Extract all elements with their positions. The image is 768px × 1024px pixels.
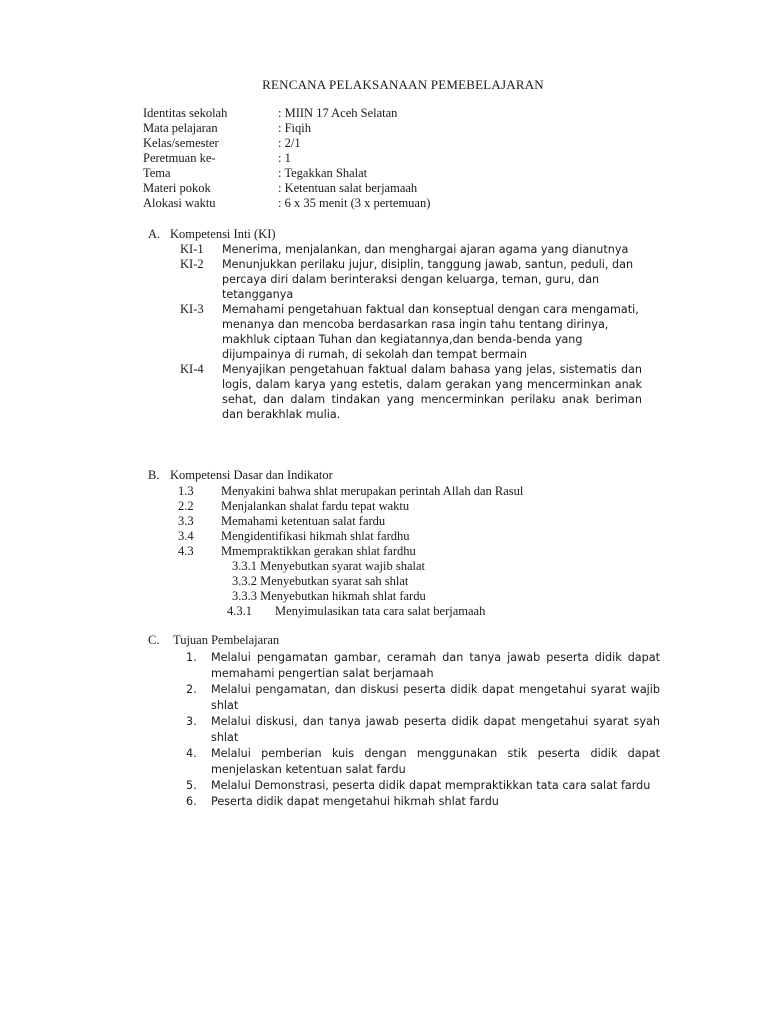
kd-item (178, 514, 658, 529)
identity-label: Alokasi waktu (143, 196, 216, 210)
ki-text: Memahami pengetahuan faktual dan konseptual dengan cara mengamati, menanya dan mencoba berdasarkan rasa ingin tahu tentang dirinya, makhluk ciptaan Tuhan dan kegiatannya,dan benda-benda yang dijumpainya di rumah, di sekolah dan tempat bermain (222, 303, 639, 361)
kd-item (178, 544, 658, 559)
identity-label: Mata pelajaran (143, 121, 218, 135)
ki-text: Menunjukkan perilaku jujur, disiplin, tanggung jawab, santun, peduli, dan percaya diri dalam berinteraksi dengan keluarga, teman, guru, dan tetangganya (222, 258, 634, 301)
identity-row (143, 121, 643, 136)
indicator-text: 3.3.2 Menyebutkan syarat sah shlat (232, 574, 409, 588)
kd-text: Mmempraktikkan gerakan shlat fardhu (221, 544, 416, 558)
identity-row (143, 151, 643, 166)
objective-item (186, 714, 660, 746)
kd-text: Mengidentifikasi hikmah shlat fardhu (221, 529, 410, 543)
kd-item (178, 499, 658, 514)
identity-label: Tema (143, 166, 171, 180)
ki-item (180, 257, 642, 302)
ki-code: KI-2 (180, 257, 204, 271)
objective-text: Melalui pemberian kuis dengan menggunakan stik peserta didik dapat menjelaskan ketentuan salat fardu (211, 747, 660, 776)
kd-list (178, 484, 658, 619)
section-b-heading (148, 468, 333, 483)
section-letter: B. (148, 468, 160, 482)
objective-text: Melalui pengamatan gambar, ceramah dan tanya jawab peserta didik dapat memahami pengertian salat berjamaah (211, 651, 660, 680)
identity-value: : 2/1 (278, 136, 301, 150)
objective-text: Melalui pengamatan, dan diskusi peserta didik dapat mengetahui syarat wajib shlat (211, 683, 660, 712)
ki-item (180, 242, 642, 257)
section-letter: C. (148, 633, 160, 647)
kd-text: Memahami ketentuan salat fardu (221, 514, 386, 528)
identity-row (143, 166, 643, 181)
identity-value: : Ketentuan salat berjamaah (278, 181, 418, 195)
ki-text: Menyajikan pengetahuan faktual dalam bahasa yang jelas, sistematis dan logis, dalam karya yang estetis, dalam gerakan yang mencerminkan anak sehat, dan dalam tindakan yang mencerminkan perilaku anak beriman dan berakhlak mulia. (222, 363, 642, 421)
identity-value: : 6 x 35 menit (3 x pertemuan) (278, 196, 431, 210)
identity-label: Identitas sekolah (143, 106, 228, 120)
objective-text: Melalui Demonstrasi, peserta didik dapat mempraktikkan tata cara salat fardu (211, 779, 651, 792)
section-c-heading (148, 633, 279, 648)
identity-row (143, 196, 643, 211)
ki-text: Menerima, menjalankan, dan menghargai ajaran agama yang dianutnya (222, 243, 629, 256)
ki-item (180, 362, 642, 422)
indicator-number: 4.3.1 (227, 604, 252, 618)
section-title: Kompetensi Inti (KI) (170, 227, 276, 241)
indicator-item (178, 574, 658, 589)
kd-text: Menjalankan shalat fardu tepat waktu (221, 499, 410, 513)
identity-value: : 1 (278, 151, 291, 165)
identity-row (143, 136, 643, 151)
kd-number: 4.3 (178, 544, 194, 558)
objective-list (186, 650, 660, 810)
objective-item (186, 746, 660, 778)
objective-item (186, 794, 660, 810)
objective-text: Melalui diskusi, dan tanya jawab peserta didik dapat mengetahui syarat syah shlat (211, 715, 660, 744)
kd-text: Menyakini bahwa shlat merupakan perintah Allah dan Rasul (221, 484, 524, 498)
ki-item (180, 302, 642, 362)
indicator-item (178, 604, 658, 619)
kd-number: 3.4 (178, 529, 194, 543)
identity-label: Peretmuan ke- (143, 151, 216, 165)
objective-item (186, 650, 660, 682)
section-a-heading (148, 227, 276, 242)
objective-number: 2. (186, 683, 197, 696)
objective-number: 3. (186, 715, 197, 728)
objective-item (186, 778, 660, 794)
ki-code: KI-4 (180, 362, 204, 376)
objective-number: 6. (186, 795, 197, 808)
objective-number: 1. (186, 651, 197, 664)
kd-number: 2.2 (178, 499, 194, 513)
indicator-text: 3.3.1 Menyebutkan syarat wajib shalat (232, 559, 426, 573)
identity-table (143, 106, 643, 211)
identity-value: : Fiqih (278, 121, 311, 135)
section-letter: A. (148, 227, 161, 241)
section-title: Kompetensi Dasar dan Indikator (170, 468, 333, 482)
identity-label: Kelas/semester (143, 136, 219, 150)
indicator-text: 3.3.3 Menyebutkan hikmah shlat fardu (232, 589, 426, 603)
ki-code: KI-3 (180, 302, 204, 316)
indicator-item (178, 589, 658, 604)
identity-row (143, 106, 643, 121)
objective-item (186, 682, 660, 714)
ki-code: KI-1 (180, 242, 204, 256)
identity-value: : MIIN 17 Aceh Selatan (278, 106, 398, 120)
objective-number: 5. (186, 779, 197, 792)
indicator-text: Menyimulasikan tata cara salat berjamaah (275, 604, 486, 618)
kd-item (178, 529, 658, 544)
kd-item (178, 484, 658, 499)
kd-number: 1.3 (178, 484, 194, 498)
identity-row (143, 181, 643, 196)
section-title: Tujuan Pembelajaran (173, 633, 280, 647)
objective-number: 4. (186, 747, 197, 760)
ki-list (180, 242, 642, 422)
indicator-item (178, 559, 658, 574)
objective-text: Peserta didik dapat mengetahui hikmah shlat fardu (211, 795, 499, 808)
document-title: RENCANA PELAKSANAAN PEMEBELAJARAN (262, 77, 544, 92)
identity-value: : Tegakkan Shalat (278, 166, 368, 180)
kd-number: 3.3 (178, 514, 194, 528)
identity-label: Materi pokok (143, 181, 211, 195)
